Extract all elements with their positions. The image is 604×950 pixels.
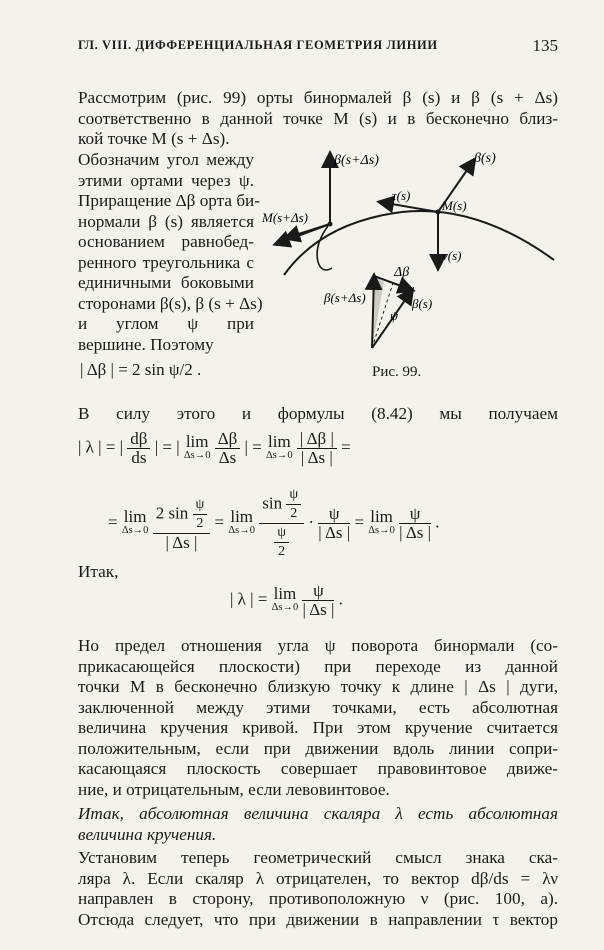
frac-num: ψ <box>286 486 301 505</box>
paragraph-1-left-column <box>78 150 263 355</box>
limit-operator <box>271 583 299 615</box>
text-line: Но предел отношения угла ψ поворота бинормали (со- <box>78 636 558 655</box>
frac-num: Δβ <box>215 430 241 449</box>
text-line: ляра λ. Если скаляр λ отрицателен, то вектор dβ/ds = λν <box>78 868 558 888</box>
dot: · <box>308 512 315 532</box>
lim-sub: Δs→0 <box>368 524 395 536</box>
frac-den: 2 <box>278 544 286 559</box>
paragraph-5 <box>78 848 558 930</box>
lim-text: lim <box>273 583 297 603</box>
limit-operator <box>121 506 149 538</box>
text-line: ние, и отрицательным, если левовинтовое. <box>78 779 390 799</box>
lim-text: lim <box>268 431 291 451</box>
text-line: этими ортами через ψ. <box>78 170 254 190</box>
formula-text: | Δβ | = 2 sin ψ/2 . <box>80 360 202 379</box>
frac-den: | Δs | <box>165 532 198 552</box>
text-line: В силу этого и формулы (8.42) мы получаем <box>78 404 558 423</box>
period: . <box>338 589 343 609</box>
label-beta-s: β(s) <box>474 151 496 166</box>
limit-operator <box>183 431 211 463</box>
arc-rotation <box>317 226 332 270</box>
frac-psi-abs-ds <box>302 582 334 619</box>
sin: sin <box>262 493 283 513</box>
curve-line <box>284 211 554 275</box>
label-beta-s-ds: β(s+Δs) <box>334 153 379 168</box>
paragraph-4 <box>78 804 558 845</box>
lim-text: lim <box>370 506 393 526</box>
triangle-hatch <box>372 276 384 348</box>
lambda-abs: | λ | = <box>230 589 268 609</box>
two-sin: 2 sin <box>155 502 189 522</box>
text-line: Приращение Δβ орта би- <box>78 191 260 210</box>
text-line: Отсюда следует, что при движении в направлении τ вектор <box>78 909 558 929</box>
frac-num: ψ <box>193 496 208 515</box>
label-beta-s-triangle: β(s) <box>412 296 433 311</box>
frac-dbeta-ds <box>127 430 150 467</box>
label-psi: ψ <box>390 308 399 323</box>
frac-two-sin <box>153 496 211 552</box>
equals: = <box>162 437 172 457</box>
text-line: Рассмотрим (рис. 99) орты бинормалей β (s) и β (s + Δs) <box>78 88 558 107</box>
lim-sub: Δs→0 <box>183 449 211 461</box>
frac-num: ψ <box>302 582 334 601</box>
equals: = <box>341 437 351 457</box>
frac-num <box>259 486 304 524</box>
text-line: основанием равнобед- <box>78 232 254 251</box>
label-tau-s: τ(s) <box>392 188 411 203</box>
arrow-normal-left <box>276 224 330 244</box>
text-line: прикасающейся плоскости) при переходе из данной <box>78 656 558 676</box>
frac-sin-over-psi <box>259 486 304 561</box>
label-m-s-ds: M(s+Δs) <box>262 210 309 225</box>
lim-sub: Δs→0 <box>266 449 293 461</box>
limit-operator <box>228 506 255 538</box>
text-line: точки M в бесконечно близкую точку к длине | Δs | дуги, <box>78 677 558 696</box>
text-line: касающаяся плоскость совершает правовинтовое движе- <box>78 759 558 778</box>
text-line: направлен в сторону, противоположную ν (рис. 100, а). <box>78 889 558 908</box>
limit-operator <box>266 431 293 463</box>
text-line: положительным, если при движении вдоль линии сопри- <box>78 738 558 758</box>
lambda-abs: | λ | = <box>78 437 116 457</box>
frac-den: | Δs | <box>302 600 335 619</box>
paragraph-3 <box>78 636 558 800</box>
frac-num: ψ <box>274 524 289 543</box>
point-m-s <box>436 210 441 215</box>
frac-dbeta-ds-delta <box>215 430 241 467</box>
frac-den: ds <box>131 448 147 467</box>
frac-num: ψ <box>399 505 431 524</box>
text-line: ренного треугольника с <box>78 252 254 272</box>
lim-text: lim <box>230 506 254 526</box>
text-line: величина кручения кривой. При этом кручение считается <box>78 718 558 737</box>
label-beta-s-ds-triangle: β(s+Δs) <box>324 290 366 305</box>
equals: = <box>354 512 365 532</box>
frac-psi-abs-ds <box>318 505 350 542</box>
text-line: нормали β (s) является <box>78 211 254 231</box>
frac-den: 2 <box>290 506 298 521</box>
lim-text: lim <box>123 506 147 526</box>
frac-den: 2 <box>196 515 204 531</box>
limit-operator <box>368 506 395 538</box>
equals: = <box>108 512 118 532</box>
frac-num: dβ <box>127 430 150 449</box>
frac-psi-2 <box>286 486 301 523</box>
equation-lambda <box>230 582 343 619</box>
lim-sub: Δs→0 <box>121 524 149 536</box>
frac-psi-2 <box>193 496 208 533</box>
label-nu-s: ν(s) <box>442 248 462 263</box>
frac-psi-abs-ds <box>399 505 431 542</box>
period: . <box>435 512 440 532</box>
text-line: заключенной между этими точками, есть абсолютная <box>78 697 558 717</box>
frac-abs <box>297 430 337 467</box>
text-line: сторонами β(s), β (s + Δs) <box>78 293 263 313</box>
frac-num: ψ <box>318 505 350 524</box>
running-header <box>78 38 558 53</box>
formula-delta-beta <box>80 360 201 380</box>
text-line: величина кручения. <box>78 824 217 844</box>
text-line: и углом ψ при <box>78 314 254 333</box>
lim-text: lim <box>185 431 209 451</box>
itak-label: Итак, <box>78 562 119 581</box>
text-line: Обозначим угол между <box>78 150 254 169</box>
frac-den: Δs <box>218 448 237 467</box>
equals: = <box>214 512 225 532</box>
paragraph-2 <box>78 404 558 425</box>
text-line: Установим теперь геометрический смысл знака ска- <box>78 848 558 867</box>
frac-psi-2-den <box>274 524 289 561</box>
figure-99 <box>262 150 562 360</box>
point-m-s-ds <box>328 222 333 227</box>
label-delta-beta: Δβ <box>394 265 410 280</box>
frac-den: | Δs | <box>399 523 432 542</box>
page-number: 135 <box>532 36 558 55</box>
frac-den <box>259 524 304 561</box>
text-line: единичными боковыми <box>78 273 254 292</box>
label-m-s: M(s) <box>442 198 467 213</box>
frac-den: | Δs | <box>300 448 333 467</box>
text-line: соответственно в данной точке M (s) и в бесконечно близ- <box>78 108 558 128</box>
lim-sub: Δs→0 <box>271 601 299 613</box>
header-title: ГЛ. VIII. ДИФФЕРЕНЦИАЛЬНАЯ ГЕОМЕТРИЯ ЛИНИИ <box>78 38 438 52</box>
equals: = <box>252 437 262 457</box>
paragraph-1 <box>78 88 558 150</box>
frac-num <box>153 496 211 534</box>
text-line: вершине. Поэтому <box>78 334 214 354</box>
equation-row-2 <box>108 486 440 561</box>
frac-den: | Δs | <box>318 523 351 542</box>
frac-num: | Δβ | <box>297 430 337 449</box>
text-line: кой точке M (s + Δs). <box>78 129 230 148</box>
equation-row-1: | λ | = | $\frac{d\beta}{ds}$ | = | lim Δs→0 $\frac{\Delta\beta}{\Delta s}$ | = lim Δs→0 $\frac{| \Delta\beta |}{| \Delta s |}$ = <box>78 429 351 467</box>
text-line: Итак, абсолютная величина скаляра λ есть абсолютная <box>78 804 558 823</box>
lim-sub: Δs→0 <box>228 524 255 536</box>
figure-caption: Рис. 99. <box>372 364 422 380</box>
